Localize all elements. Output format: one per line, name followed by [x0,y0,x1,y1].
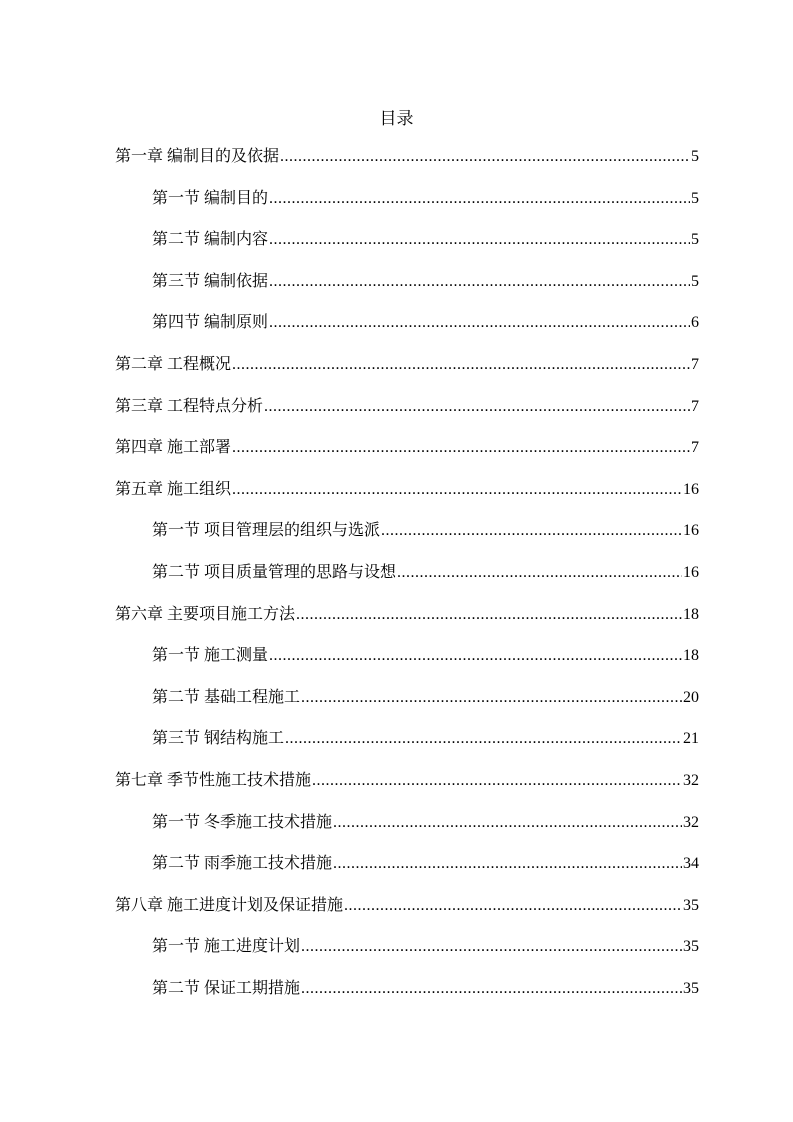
dot-leader [296,604,682,626]
toc-entry-label: 第二节 基础工程施工 [152,688,301,706]
dot-leader [232,354,690,376]
toc-chapter-entry[interactable] [115,895,699,937]
toc-page-number: 7 [691,439,699,457]
dot-leader [280,146,690,168]
toc-section-entry[interactable] [115,229,699,271]
toc-entry-label: 第一章 编制目的及依据 [115,148,280,165]
toc-entry-label: 第三章 工程特点分析 [115,397,264,415]
toc-page-number: 18 [683,605,699,623]
toc-chapter-entry[interactable] [115,146,699,188]
toc-page-number: 20 [683,688,699,706]
toc-entry-label: 第一节 编制目的 [152,189,269,207]
dot-leader [269,645,682,667]
dot-leader [301,978,682,1000]
toc-chapter-entry[interactable] [115,604,699,646]
toc-entry-label: 第一节 施工进度计划 [152,938,301,956]
toc-entry-label: 第二节 保证工期措施 [152,979,301,997]
dot-leader [232,437,690,459]
toc-page-number: 18 [683,647,699,665]
toc-page-number: 35 [683,896,699,914]
toc-section-entry[interactable] [115,188,699,230]
dot-leader [301,936,682,958]
dot-leader [397,562,682,584]
toc-entry-label: 第三节 编制依据 [152,272,269,290]
toc-chapter-entry[interactable] [115,396,699,438]
dot-leader [301,687,682,709]
dot-leader [285,728,682,750]
toc-chapter-entry[interactable] [115,437,699,479]
dot-leader [381,520,682,542]
dot-leader [269,188,690,210]
toc-section-entry[interactable] [115,936,699,978]
toc-entry-label: 第四章 施工部署 [115,439,232,457]
toc-section-entry[interactable] [115,645,699,687]
toc-page-number: 7 [691,355,699,373]
dot-leader [312,770,682,792]
toc-section-entry[interactable] [115,312,699,354]
toc-section-entry[interactable] [115,687,699,729]
toc-entry-label: 第二章 工程概况 [115,355,232,373]
toc-entry-label: 第三节 钢结构施工 [152,730,285,748]
dot-leader [269,312,690,334]
toc-section-entry[interactable] [115,562,699,604]
toc-page-number: 7 [691,397,699,415]
dot-leader [269,229,690,251]
toc-page-number: 5 [691,231,699,249]
toc-entry-label: 第二节 雨季施工技术措施 [152,855,333,873]
toc-page-number: 32 [683,813,699,831]
toc-section-entry[interactable] [115,520,699,562]
toc-entry-label: 第一节 施工测量 [152,647,269,665]
toc-page-number: 5 [691,189,699,207]
toc-entry-label: 第二节 项目质量管理的思路与设想 [152,563,397,581]
toc-page-number: 35 [683,979,699,997]
dot-leader [232,479,682,501]
toc-entry-label: 第二节 编制内容 [152,231,269,249]
toc-page-number: 6 [691,314,699,332]
toc-entry-label: 第五章 施工组织 [115,480,232,498]
toc-section-entry[interactable] [115,271,699,313]
toc-entry-label: 第七章 季节性施工技术措施 [115,771,312,789]
toc-page-number: 34 [683,855,699,873]
dot-leader [269,271,690,293]
toc-page-number: 5 [691,272,699,290]
toc-section-entry[interactable] [115,812,699,854]
toc-section-entry[interactable] [115,728,699,770]
toc-title: 目录 [379,109,414,128]
toc-section-entry[interactable] [115,853,699,895]
dot-leader [333,853,682,875]
toc-page-number: 32 [683,771,699,789]
toc-chapter-entry[interactable] [115,479,699,521]
toc-page-number: 16 [683,563,699,581]
toc-entry-label: 第一节 项目管理层的组织与选派 [152,522,381,540]
toc-entry-label: 第六章 主要项目施工方法 [115,605,296,623]
toc-page-number: 16 [683,480,699,498]
dot-leader [344,895,682,917]
toc-chapter-entry[interactable] [115,770,699,812]
dot-leader [264,396,690,418]
toc-chapter-entry[interactable] [115,354,699,396]
toc-page-number: 35 [683,938,699,956]
table-of-contents [115,146,699,1019]
toc-entry-label: 第一节 冬季施工技术措施 [152,813,333,831]
toc-section-entry[interactable] [115,978,699,1020]
toc-page-number: 21 [683,730,699,748]
toc-entry-label: 第八章 施工进度计划及保证措施 [115,896,344,914]
toc-page-number: 16 [683,522,699,540]
dot-leader [333,812,682,834]
toc-entry-label: 第四节 编制原则 [152,314,269,332]
toc-page-number: 5 [691,148,699,165]
